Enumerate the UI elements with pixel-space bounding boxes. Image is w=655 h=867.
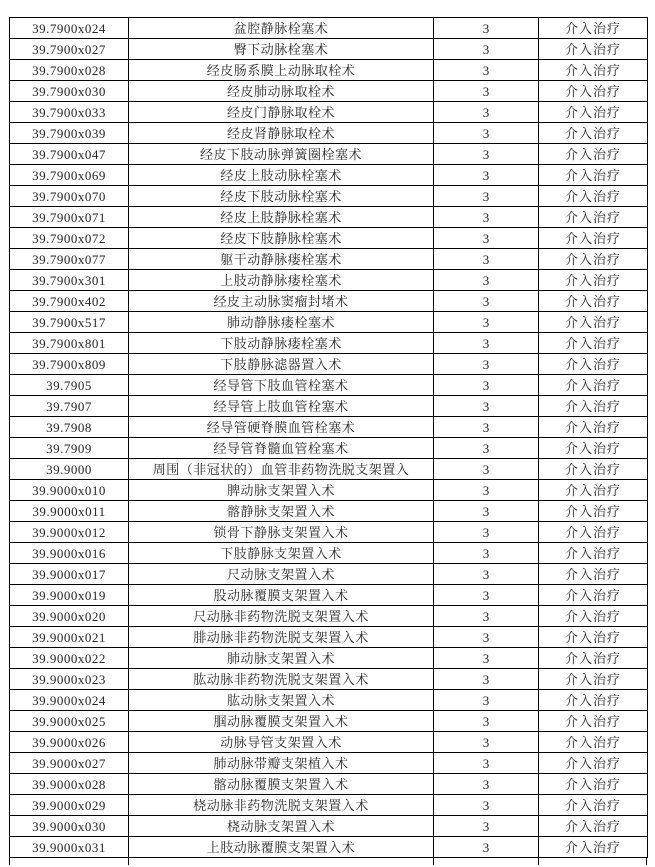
treatment-category-cell: 介入治疗 <box>539 396 648 417</box>
table-row <box>10 270 648 291</box>
procedure-name-cell: 经导管脊髓血管栓塞术 <box>129 438 434 459</box>
procedure-code-cell: 39.9000x025 <box>10 711 129 732</box>
treatment-category-cell: 介入治疗 <box>539 585 648 606</box>
surgery-level-cell: 3 <box>434 39 539 60</box>
procedure-code-table <box>9 17 648 858</box>
surgery-level-cell: 3 <box>434 375 539 396</box>
treatment-category-cell: 介入治疗 <box>539 291 648 312</box>
procedure-name-cell: 肺动脉带瓣支架植入术 <box>129 753 434 774</box>
table-row <box>10 732 648 753</box>
table-row <box>10 627 648 648</box>
procedure-code-cell: 39.7900x517 <box>10 312 129 333</box>
table-row <box>10 690 648 711</box>
procedure-name-cell: 髂静脉支架置入术 <box>129 501 434 522</box>
surgery-level-cell: 3 <box>434 165 539 186</box>
table-row <box>10 81 648 102</box>
procedure-name-cell: 肺动脉支架置入术 <box>129 648 434 669</box>
procedure-name-cell: 经皮门静脉取栓术 <box>129 102 434 123</box>
surgery-level-cell: 3 <box>434 669 539 690</box>
procedure-name-cell: 肱动脉非药物洗脱支架置入术 <box>129 669 434 690</box>
procedure-name-cell: 经皮下肢动脉栓塞术 <box>129 186 434 207</box>
table-row <box>10 39 648 60</box>
table-row <box>10 459 648 480</box>
treatment-category-cell: 介入治疗 <box>539 480 648 501</box>
procedure-code-cell: 39.9000x011 <box>10 501 129 522</box>
table-row <box>10 123 648 144</box>
procedure-name-cell: 尺动脉支架置入术 <box>129 564 434 585</box>
procedure-code-cell: 39.7900x047 <box>10 144 129 165</box>
procedure-code-cell: 39.7900x301 <box>10 270 129 291</box>
procedure-code-cell: 39.7900x033 <box>10 102 129 123</box>
procedure-name-cell: 经导管下肢血管栓塞术 <box>129 375 434 396</box>
procedure-code-cell: 39.7900x039 <box>10 123 129 144</box>
treatment-category-cell: 介入治疗 <box>539 417 648 438</box>
procedure-name-cell: 桡动脉非药物洗脱支架置入术 <box>129 795 434 816</box>
procedure-code-cell: 39.7900x809 <box>10 354 129 375</box>
treatment-category-cell: 介入治疗 <box>539 522 648 543</box>
table-body <box>10 18 648 858</box>
table-row <box>10 837 648 858</box>
surgery-level-cell: 3 <box>434 774 539 795</box>
surgery-level-cell: 3 <box>434 333 539 354</box>
treatment-category-cell: 介入治疗 <box>539 732 648 753</box>
procedure-code-cell: 39.9000x022 <box>10 648 129 669</box>
surgery-level-cell: 3 <box>434 396 539 417</box>
table-row <box>10 417 648 438</box>
table-row <box>10 669 648 690</box>
treatment-category-cell: 介入治疗 <box>539 501 648 522</box>
procedure-code-cell: 39.9000x012 <box>10 522 129 543</box>
procedure-name-cell: 腓动脉非药物洗脱支架置入术 <box>129 627 434 648</box>
treatment-category-cell: 介入治疗 <box>539 753 648 774</box>
surgery-level-cell: 3 <box>434 291 539 312</box>
grid-line-stub <box>128 858 129 865</box>
surgery-level-cell: 3 <box>434 18 539 39</box>
table-row <box>10 480 648 501</box>
surgery-level-cell: 3 <box>434 795 539 816</box>
table-row <box>10 396 648 417</box>
treatment-category-cell: 介入治疗 <box>539 774 648 795</box>
surgery-level-cell: 3 <box>434 627 539 648</box>
treatment-category-cell: 介入治疗 <box>539 816 648 837</box>
surgery-level-cell: 3 <box>434 753 539 774</box>
procedure-name-cell: 经导管硬脊膜血管栓塞术 <box>129 417 434 438</box>
surgery-level-cell: 3 <box>434 354 539 375</box>
procedure-code-cell: 39.9000x030 <box>10 816 129 837</box>
treatment-category-cell: 介入治疗 <box>539 186 648 207</box>
treatment-category-cell: 介入治疗 <box>539 648 648 669</box>
table-row <box>10 711 648 732</box>
treatment-category-cell: 介入治疗 <box>539 102 648 123</box>
procedure-name-cell: 动脉导管支架置入术 <box>129 732 434 753</box>
treatment-category-cell: 介入治疗 <box>539 795 648 816</box>
procedure-name-cell: 经导管上肢血管栓塞术 <box>129 396 434 417</box>
treatment-category-cell: 介入治疗 <box>539 375 648 396</box>
surgery-level-cell: 3 <box>434 837 539 858</box>
table-row <box>10 522 648 543</box>
treatment-category-cell: 介入治疗 <box>539 81 648 102</box>
treatment-category-cell: 介入治疗 <box>539 438 648 459</box>
treatment-category-cell: 介入治疗 <box>539 60 648 81</box>
table-row <box>10 774 648 795</box>
table-row <box>10 18 648 39</box>
procedure-name-cell: 周围（非冠状的）血管非药物洗脱支架置入 <box>129 459 434 480</box>
table-row <box>10 60 648 81</box>
surgery-level-cell: 3 <box>434 543 539 564</box>
table-row <box>10 102 648 123</box>
surgery-level-cell: 3 <box>434 249 539 270</box>
procedure-name-cell: 经皮肠系膜上动脉取栓术 <box>129 60 434 81</box>
table-continuation-stubs <box>9 858 647 865</box>
table-row <box>10 333 648 354</box>
treatment-category-cell: 介入治疗 <box>539 837 648 858</box>
procedure-code-cell: 39.7900x024 <box>10 18 129 39</box>
procedure-code-cell: 39.9000x021 <box>10 627 129 648</box>
procedure-code-cell: 39.9000 <box>10 459 129 480</box>
procedure-name-cell: 股动脉覆膜支架置入术 <box>129 585 434 606</box>
surgery-level-cell: 3 <box>434 501 539 522</box>
procedure-name-cell: 经皮肺动脉取栓术 <box>129 81 434 102</box>
procedure-code-cell: 39.9000x019 <box>10 585 129 606</box>
procedure-code-cell: 39.7900x070 <box>10 186 129 207</box>
procedure-name-cell: 下肢静脉支架置入术 <box>129 543 434 564</box>
table-row <box>10 543 648 564</box>
procedure-name-cell: 经皮上肢动脉栓塞术 <box>129 165 434 186</box>
table-row <box>10 438 648 459</box>
treatment-category-cell: 介入治疗 <box>539 606 648 627</box>
table-row <box>10 228 648 249</box>
procedure-code-cell: 39.7900x801 <box>10 333 129 354</box>
table-row <box>10 249 648 270</box>
procedure-name-cell: 肱动脉支架置入术 <box>129 690 434 711</box>
treatment-category-cell: 介入治疗 <box>539 669 648 690</box>
treatment-category-cell: 介入治疗 <box>539 459 648 480</box>
table-row <box>10 165 648 186</box>
procedure-name-cell: 锁骨下静脉支架置入术 <box>129 522 434 543</box>
procedure-code-cell: 39.9000x031 <box>10 837 129 858</box>
procedure-code-cell: 39.7900x077 <box>10 249 129 270</box>
surgery-level-cell: 3 <box>434 144 539 165</box>
procedure-code-cell: 39.9000x028 <box>10 774 129 795</box>
procedure-code-cell: 39.7907 <box>10 396 129 417</box>
surgery-level-cell: 3 <box>434 186 539 207</box>
surgery-level-cell: 3 <box>434 123 539 144</box>
procedure-name-cell: 盆腔静脉栓塞术 <box>129 18 434 39</box>
procedure-name-cell: 经皮下肢动脉弹簧圈栓塞术 <box>129 144 434 165</box>
procedure-name-cell: 经皮主动脉窦瘤封堵术 <box>129 291 434 312</box>
procedure-code-cell: 39.9000x026 <box>10 732 129 753</box>
surgery-level-cell: 3 <box>434 312 539 333</box>
treatment-category-cell: 介入治疗 <box>539 333 648 354</box>
treatment-category-cell: 介入治疗 <box>539 270 648 291</box>
treatment-category-cell: 介入治疗 <box>539 312 648 333</box>
surgery-level-cell: 3 <box>434 60 539 81</box>
surgery-level-cell: 3 <box>434 417 539 438</box>
procedure-code-cell: 39.7909 <box>10 438 129 459</box>
grid-line-stub <box>9 858 10 865</box>
treatment-category-cell: 介入治疗 <box>539 627 648 648</box>
surgery-level-cell: 3 <box>434 459 539 480</box>
surgery-level-cell: 3 <box>434 228 539 249</box>
treatment-category-cell: 介入治疗 <box>539 18 648 39</box>
procedure-name-cell: 经皮下肢静脉栓塞术 <box>129 228 434 249</box>
grid-line-stub <box>538 858 539 865</box>
procedure-code-cell: 39.9000x024 <box>10 690 129 711</box>
procedure-name-cell: 经皮肾静脉取栓术 <box>129 123 434 144</box>
procedure-name-cell: 肺动静脉瘘栓塞术 <box>129 312 434 333</box>
procedure-name-cell: 躯干动静脉瘘栓塞术 <box>129 249 434 270</box>
procedure-name-cell: 上肢动脉覆膜支架置入术 <box>129 837 434 858</box>
surgery-level-cell: 3 <box>434 81 539 102</box>
surgery-level-cell: 3 <box>434 102 539 123</box>
procedure-name-cell: 下肢静脉滤器置入术 <box>129 354 434 375</box>
procedure-code-cell: 39.7900x402 <box>10 291 129 312</box>
surgery-level-cell: 3 <box>434 480 539 501</box>
table-row <box>10 312 648 333</box>
table-row <box>10 816 648 837</box>
procedure-name-cell: 尺动脉非药物洗脱支架置入术 <box>129 606 434 627</box>
procedure-code-cell: 39.7900x069 <box>10 165 129 186</box>
surgery-level-cell: 3 <box>434 438 539 459</box>
procedure-name-cell: 臀下动脉栓塞术 <box>129 39 434 60</box>
surgery-level-cell: 3 <box>434 522 539 543</box>
surgery-level-cell: 3 <box>434 732 539 753</box>
procedure-code-cell: 39.9000x023 <box>10 669 129 690</box>
treatment-category-cell: 介入治疗 <box>539 207 648 228</box>
procedure-name-cell: 髂动脉覆膜支架置入术 <box>129 774 434 795</box>
surgery-level-cell: 3 <box>434 207 539 228</box>
procedure-name-cell: 上肢动静脉瘘栓塞术 <box>129 270 434 291</box>
table-row <box>10 207 648 228</box>
procedure-code-cell: 39.9000x029 <box>10 795 129 816</box>
grid-line-stub <box>646 858 647 865</box>
treatment-category-cell: 介入治疗 <box>539 543 648 564</box>
procedure-code-cell: 39.7900x027 <box>10 39 129 60</box>
procedure-code-cell: 39.7900x071 <box>10 207 129 228</box>
table-row <box>10 375 648 396</box>
surgery-level-cell: 3 <box>434 564 539 585</box>
table-row <box>10 585 648 606</box>
procedure-name-cell: 经皮上肢静脉栓塞术 <box>129 207 434 228</box>
treatment-category-cell: 介入治疗 <box>539 165 648 186</box>
table-row <box>10 564 648 585</box>
treatment-category-cell: 介入治疗 <box>539 123 648 144</box>
table-row <box>10 795 648 816</box>
treatment-category-cell: 介入治疗 <box>539 711 648 732</box>
table-row <box>10 291 648 312</box>
procedure-name-cell: 腘动脉覆膜支架置入术 <box>129 711 434 732</box>
grid-line-stub <box>433 858 434 865</box>
procedure-code-cell: 39.9000x010 <box>10 480 129 501</box>
table-row <box>10 354 648 375</box>
surgery-level-cell: 3 <box>434 648 539 669</box>
procedure-name-cell: 下肢动静脉瘘栓塞术 <box>129 333 434 354</box>
procedure-code-cell: 39.7905 <box>10 375 129 396</box>
treatment-category-cell: 介入治疗 <box>539 228 648 249</box>
treatment-category-cell: 介入治疗 <box>539 249 648 270</box>
procedure-code-cell: 39.9000x027 <box>10 753 129 774</box>
treatment-category-cell: 介入治疗 <box>539 144 648 165</box>
surgery-level-cell: 3 <box>434 816 539 837</box>
procedure-name-cell: 脾动脉支架置入术 <box>129 480 434 501</box>
table-row <box>10 753 648 774</box>
procedure-code-cell: 39.9000x016 <box>10 543 129 564</box>
table-row <box>10 144 648 165</box>
surgery-level-cell: 3 <box>434 690 539 711</box>
procedure-name-cell: 桡动脉支架置入术 <box>129 816 434 837</box>
treatment-category-cell: 介入治疗 <box>539 39 648 60</box>
treatment-category-cell: 介入治疗 <box>539 564 648 585</box>
procedure-code-cell: 39.7900x028 <box>10 60 129 81</box>
table-row <box>10 501 648 522</box>
table-row <box>10 648 648 669</box>
surgery-level-cell: 3 <box>434 270 539 291</box>
table-row <box>10 186 648 207</box>
surgery-level-cell: 3 <box>434 585 539 606</box>
procedure-code-cell: 39.7900x030 <box>10 81 129 102</box>
treatment-category-cell: 介入治疗 <box>539 690 648 711</box>
procedure-code-cell: 39.9000x017 <box>10 564 129 585</box>
procedure-code-cell: 39.7908 <box>10 417 129 438</box>
procedure-code-cell: 39.9000x020 <box>10 606 129 627</box>
procedure-code-cell: 39.7900x072 <box>10 228 129 249</box>
treatment-category-cell: 介入治疗 <box>539 354 648 375</box>
surgery-level-cell: 3 <box>434 711 539 732</box>
surgery-level-cell: 3 <box>434 606 539 627</box>
table-row <box>10 606 648 627</box>
